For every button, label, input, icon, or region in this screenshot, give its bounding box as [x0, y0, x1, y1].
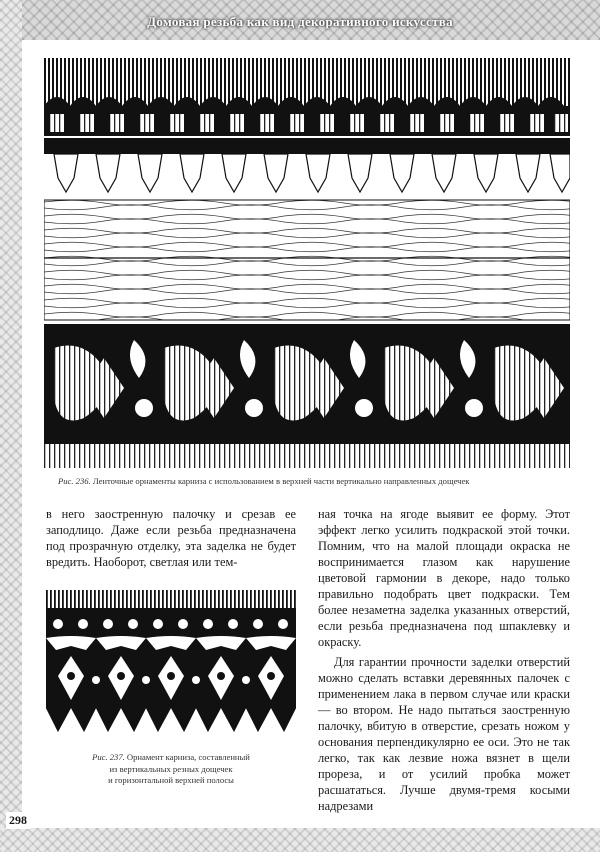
figure-237-illustration — [46, 590, 296, 740]
left-column-paragraph: в него заостренную палочку и срезав ее заподлицо. Даже если резьба предназначена под прозрачную отделку, эта заделка не будет вредить. Наоборот, светлая или тем- — [46, 507, 296, 569]
bottom-ornament-border — [0, 828, 600, 852]
figure-237-label: Рис. 237. — [92, 752, 125, 762]
left-ornament-border — [0, 0, 22, 852]
figure-236-illustration — [44, 58, 570, 468]
running-header-title: Домовая резьба как вид декоративного искусства — [147, 14, 453, 29]
figure-237-caption-line3: и горизонтальной верхней полосы — [108, 775, 234, 785]
right-column-text — [318, 506, 570, 814]
right-column-paragraph-2: Для гарантии прочности заделки отверстий можно сделать вставки деревянных палочек с применением лака в первом случае или краски — во втором. Не надо пытаться заостренную палочку, вбитую в отверстие, срезать ножом у основания перпендикулярно ее оси. Это не так легко, так как лезвие ножа вязнет в щели прореза, и от усилий пробка может расшататься. Лучше двумя-тремя косыми надрезами — [318, 655, 570, 813]
left-column-text — [46, 506, 296, 570]
figure-237-caption — [46, 752, 296, 787]
figure-236-caption — [58, 476, 568, 487]
figure-237-caption-line1: Орнамент карниза, составленный — [124, 752, 250, 762]
right-column-paragraph-1: ная точка на ягоде выявит ее форму. Этот эффект легко усилить подкраской этой точки. Помним, что на малой площади окраска не воспринимается глазом как нарушение цветовой гармонии в декоре, надо только правильно подобрать цвет подкраски. Тем более незаметна заделка указанных отверстий, если резьба предназначена под шпаклевку и окраску. — [318, 507, 570, 649]
figure-236-label: Рис. 236. — [58, 476, 91, 486]
figure-237-caption-line2: из вертикальных резных дощечек — [109, 763, 233, 774]
page-number: 298 — [6, 812, 30, 829]
figure-236-caption-text: Ленточные орнаменты карниза с использованием в верхней части вертикально направленных дощечек — [90, 476, 470, 486]
